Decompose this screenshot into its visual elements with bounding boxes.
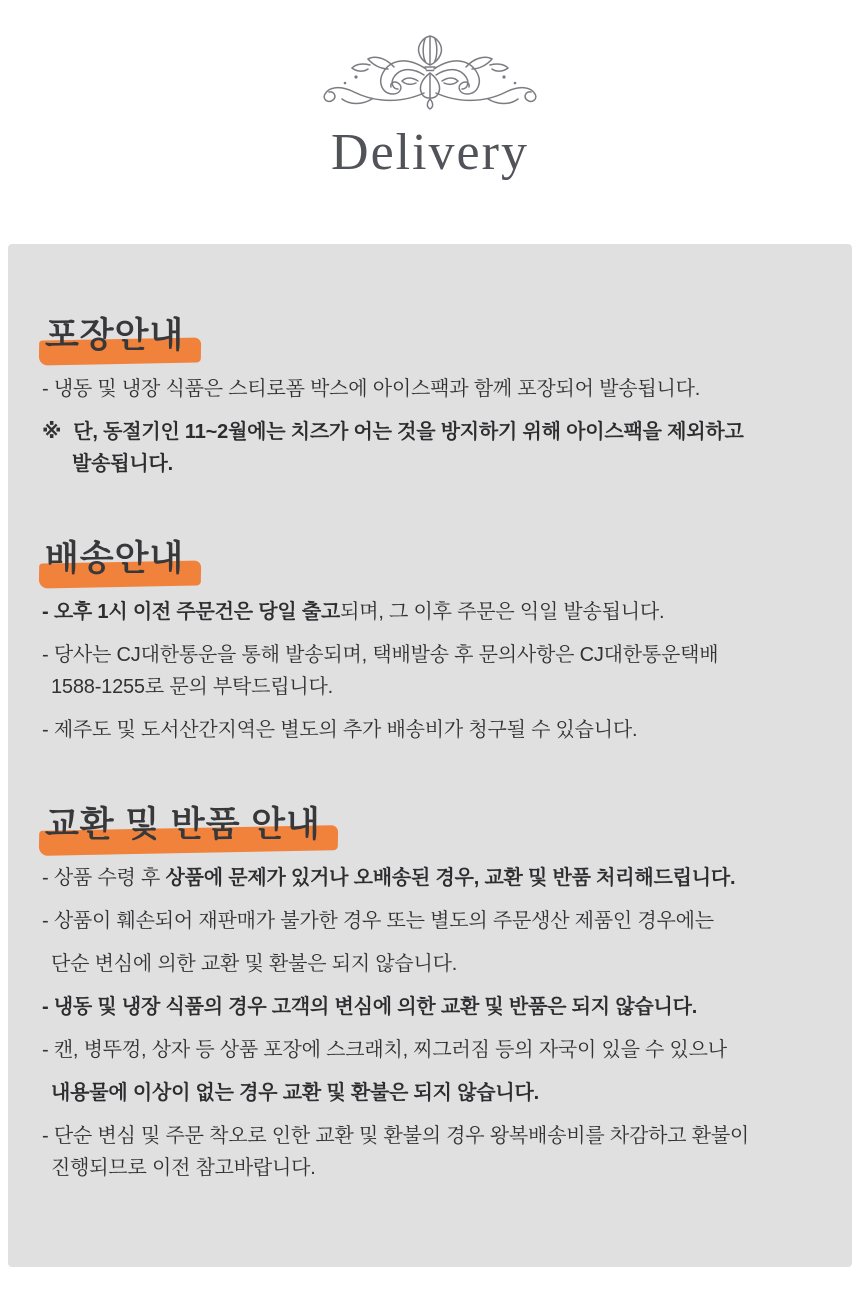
bullet-line: - 냉동 및 냉장 식품은 스티로폼 박스에 아이스팩과 함께 포장되어 발송됩니다.	[42, 378, 701, 400]
bullet-line: - 냉동 및 냉장 식품의 경우 고객의 변심에 의한 교환 및 반품은 되지 않습니다.	[42, 996, 698, 1018]
section-packaging-body	[42, 374, 818, 479]
section-shipping-body	[42, 597, 818, 745]
bullet-line-continued: 진행되므로 이전 참고바랍니다.	[51, 1157, 316, 1179]
note-line-continued: 발송됩니다.	[72, 453, 173, 475]
bullet-line-continued: 내용물에 이상이 없는 경우 교환 및 환불은 되지 않습니다.	[51, 1082, 539, 1104]
section-title-text: 포장안내	[45, 316, 185, 355]
baroque-flourish-icon	[318, 33, 542, 111]
note-line: ※ 단, 동절기인 11~2월에는 치즈가 어는 것을 방지하기 위해 아이스팩을 제외하고	[42, 421, 744, 443]
section-exchange-return-body	[42, 863, 818, 1183]
page-header	[0, 0, 860, 183]
section-exchange-return	[42, 803, 818, 1183]
section-title-text: 교환 및 반품 안내	[45, 805, 321, 844]
bullet-line: - 상품 수령 후 상품에 문제가 있거나 오배송된 경우, 교환 및 반품 처리해드립니다.	[42, 867, 736, 889]
bullet-line: - 오후 1시 이전 주문건은 당일 출고되며, 그 이후 주문은 익일 발송됩니다.	[42, 601, 665, 623]
bullet-line: - 단순 변심 및 주문 착오로 인한 교환 및 환불의 경우 왕복배송비를 차감하고 환불이	[42, 1125, 750, 1147]
section-shipping-title	[45, 537, 184, 581]
bullet-line-continued: 1588-1255로 문의 부탁드립니다.	[51, 676, 333, 698]
bullet-line: - 캔, 병뚜껑, 상자 등 상품 포장에 스크래치, 찌그러짐 등의 자국이 있을 수 있으나	[42, 1039, 727, 1061]
info-panel	[8, 244, 852, 1267]
bullet-line: - 상품이 훼손되어 재판매가 불가한 경우 또는 별도의 주문생산 제품인 경우에는	[42, 910, 714, 932]
section-packaging	[42, 314, 818, 479]
section-shipping	[42, 537, 818, 745]
bullet-line: - 제주도 및 도서산간지역은 별도의 추가 배송비가 청구될 수 있습니다.	[42, 719, 638, 741]
section-packaging-title	[45, 314, 184, 358]
bullet-line-continued: 단순 변심에 의한 교환 및 환불은 되지 않습니다.	[51, 953, 458, 975]
section-exchange-return-title	[45, 803, 321, 847]
section-title-text: 배송안내	[45, 539, 185, 578]
page-title: Delivery	[331, 124, 529, 181]
bullet-line: - 당사는 CJ대한통운을 통해 발송되며, 택배발송 후 문의사항은 CJ대한통운택배	[42, 644, 719, 666]
reference-mark: ※	[42, 421, 62, 443]
